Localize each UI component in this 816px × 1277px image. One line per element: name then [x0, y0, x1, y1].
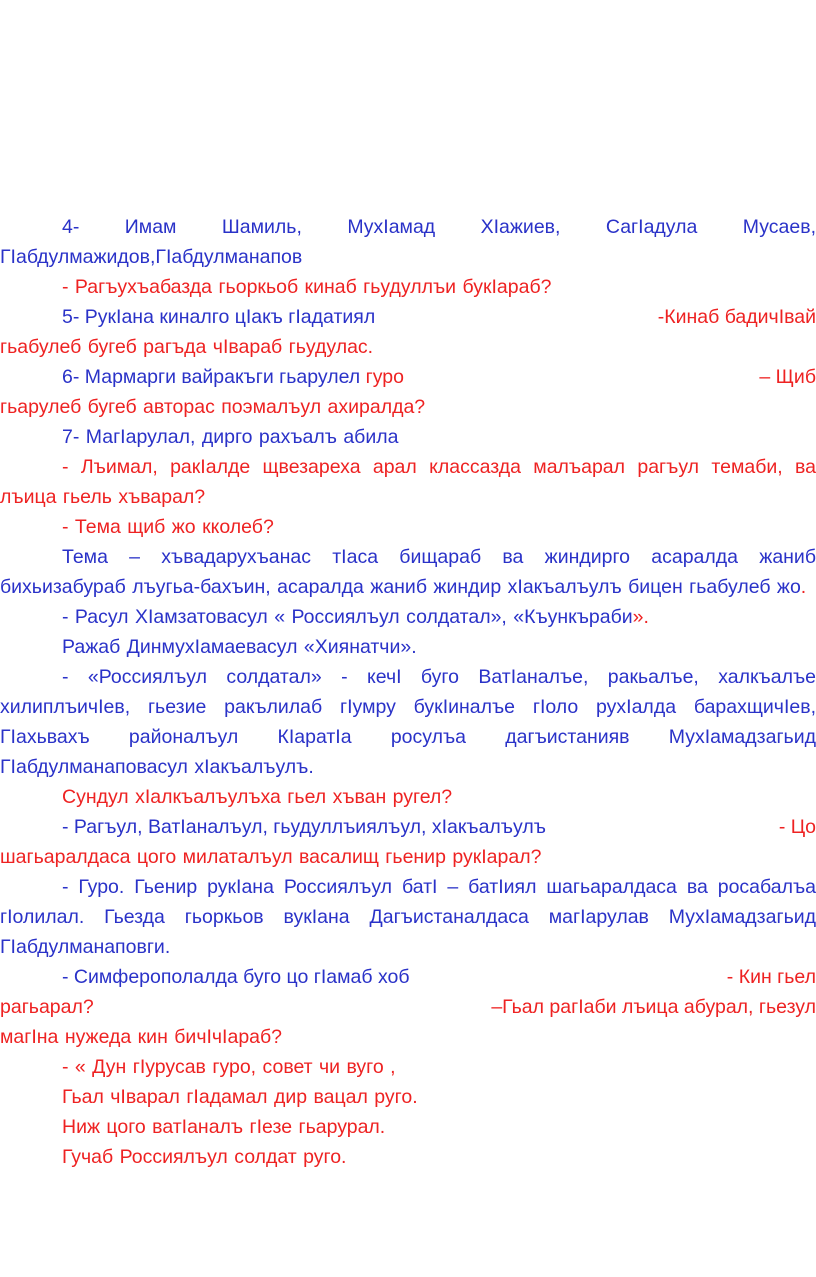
quote-line-4: Гучаб Россиялъул солдат руго.	[62, 1146, 347, 1168]
question-5-followup-cont: гьабулеб бугеб рагъда чӀвараб гьудулас.	[0, 336, 374, 358]
grave-row	[0, 962, 816, 992]
quote-line-1: - « Дун гӀурусав гуро, совет чи вуго ,	[62, 1056, 396, 1078]
question-same-city-cont: шагьаралдаса цого милаталъул васалищ гьенир рукӀарал?	[0, 846, 542, 868]
question-war-themes: - Лъимал, ракӀалде щвезареха арал классазда малъарал рагъул темаби, ва лъица гьель хъварал?	[0, 456, 816, 508]
question-6-row	[0, 362, 816, 392]
question-6-followup: – Щиб	[759, 366, 816, 388]
question-4-answer: 4- Имам Шамиль, МухӀамад ХӀажиев, СагӀадула Мусаев, ГӀабдулмажидов,ГӀабдулманапов	[0, 216, 816, 268]
question-same-city: - Цо	[778, 816, 816, 838]
same-city-answer: - Гуро. Гьенир рукӀана Россиялъул батӀ – батӀиял шагьаралдаса ва росабалъа гӀолилал. Гьезда гьоркьов вукӀана Дагъистаналдаса магӀарулав МухӀамадзагьид ГӀабдулманаповги.	[0, 876, 816, 958]
question-whose-words: –Гьал рагӀаби лъица абурал, гьезул	[491, 996, 816, 1018]
question-5-row	[0, 302, 816, 332]
question-6-followup-cont: гьарулеб бугеб авторас поэмалъул ахиралда?	[0, 396, 426, 418]
quote-line-3: Ниж цого ватӀаналъ гӀезе гьарурал.	[62, 1116, 386, 1138]
poem-description: - «Россиялъул солдатал» - кечӀ буго ВатӀаналъе, ракьалъе, халкъалъе хилиплъичӀев, гьезие ракълилаб гӀумру букӀиналъе гӀоло рухӀалда барахщичӀев, ГӀахьвахъ районалъул КӀаратӀа росулъа дагъистанияв МухӀамадзагьид ГӀабдулманаповасул хӀакъалъулъ.	[0, 666, 816, 778]
grave-line: - Симферополалда буго цо гӀамаб хоб	[62, 966, 410, 988]
question-5-text: 5- РукӀана киналго цӀакъ гӀадатиял	[62, 306, 376, 328]
question-how-found-cont: рагьарал?	[0, 996, 94, 1018]
question-5-followup: -Кинаб бадичӀвай	[657, 306, 816, 328]
question-6-line: 6- Мармарги вайракъги гьарулел гуро	[62, 366, 404, 388]
question-poem-topics: Сундул хӀалкъалъулъха гьел хъван ругел?	[62, 786, 453, 808]
question-how-found: - Кин гьел	[726, 966, 816, 988]
question-whose-words-cont: магӀна нужеда кин бичӀчӀараб?	[0, 1026, 283, 1048]
works-list-2: Ражаб ДинмухӀамаевасул «Хиянатчи».	[62, 636, 417, 658]
topics-answer-row	[0, 812, 816, 842]
question-theme-definition: - Тема щиб жо кколеб?	[62, 516, 274, 538]
quote-line-2: Гьал чӀварал гӀадамал дир вацал руго.	[62, 1086, 418, 1108]
question-friendship: - Рагъухъабазда гьоркьоб кинаб гьудуллъи букӀараб?	[62, 276, 552, 298]
question-how-found-row	[0, 992, 816, 1022]
theme-definition-answer: Тема – хъвадарухъанас тӀаса бищараб ва жиндирго асаралда жаниб бихьизабураб лъугьа-бахъин, асаралда жаниб жиндир хӀакъалъулъ бицен гьабулеб жо.	[0, 546, 816, 598]
works-list-1: - Расул ХӀамзатовасул « Россиялъул солдатал», «Къункъраби».	[62, 606, 649, 628]
document-text	[0, 212, 816, 1172]
topics-answer: - Рагъул, ВатӀаналъул, гьудуллъиялъул, хӀакъалъулъ	[62, 816, 546, 838]
question-7-text: 7- МагӀарулал, дирго рахъалъ абила	[62, 426, 399, 448]
